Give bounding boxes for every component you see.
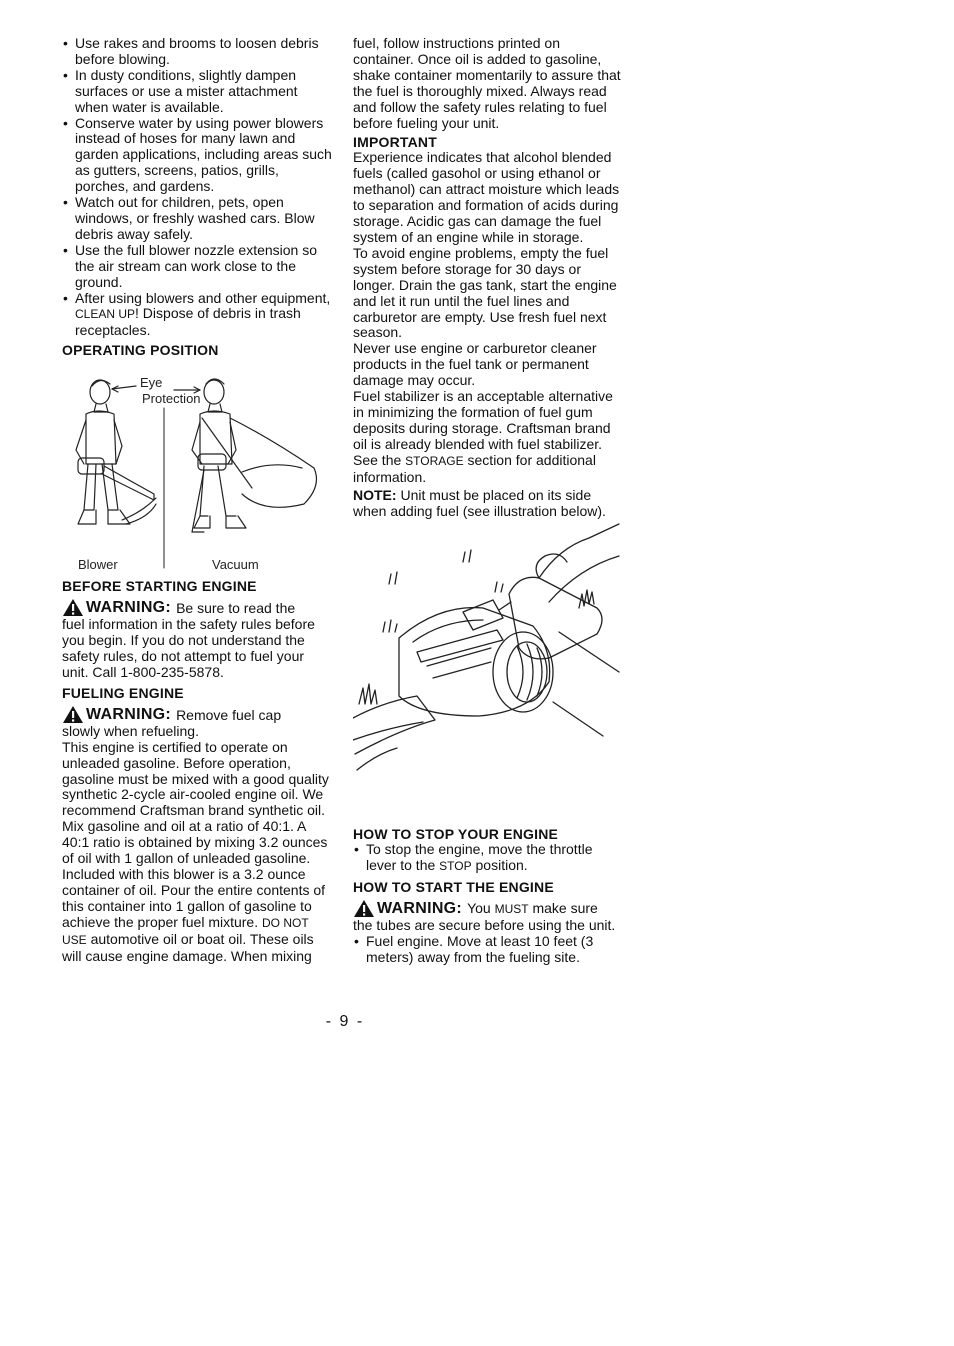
tips-list [62,36,334,339]
warning-text-continued: the tubes are secure before using the unit. [353,917,616,934]
blower-label: Blower [78,557,118,573]
eye-label: Eye [140,375,163,391]
list-item: • In dusty conditions, slightly dampen surfaces or use a mister attachment when water is available. [62,68,334,116]
text-fragment: This engine is certified to operate on unleaded gasoline. Before operation, gasoline must be mixed with a good quality synthetic 2-cycle air-cooled engine oil. We recommend Craftsman brand synthetic oil. Mix gasoline and oil at a ratio of 40:1. A 40:1 ratio is obtained by mixing 3.2 ounces of oil with 1 gallon of unleaded gasoline. Included with this blower is a 3.2 ounce container of oil. Pour the entire contents of this container into 1 gallon of gasoline to achieve the proper fuel mixture. [62,738,329,930]
start-engine-list [353,934,621,966]
small-caps-text: MUST [494,902,529,917]
start-engine-heading: HOW TO START THE ENGINE [353,879,554,896]
warning-text-continued: fuel information in the safety rules before you begin. If you do not understand the safety rules, do not attempt to fuel your unit. Call 1-800-235-5878. [62,616,315,680]
list-item: • Use the full blower nozzle extension so the air stream can work close to the ground. [62,243,334,291]
fueling-drawing [353,522,621,810]
small-caps-text: STOP [439,859,472,874]
list-item: • Conserve water by using power blowers instead of hoses for many lawn and garden applications, including areas such as gutters, screens, patios, grills, porches, and gardens. [62,116,334,196]
page-number: - 9 - [325,1013,365,1030]
warning-text [467,901,598,918]
continuation-paragraph: fuel, follow instructions printed on container. Once oil is added to gasoline, shake container momentarily to assure that the fuel is thoroughly mixed. Always read and follow the safety rules relating to fuel before fueling your unit. [353,35,621,131]
note-paragraph [353,488,621,520]
fueling-illustration [353,522,621,810]
text-fragment: After using blowers and other equipment, [75,289,331,306]
note-label: NOTE: [353,487,397,504]
warning-label: WARNING: [86,705,172,723]
stop-engine-list [353,842,621,875]
warning-triangle-icon [62,705,84,724]
small-caps-text: DO NOT USE [62,915,309,947]
list-item: • Fuel engine. Move at least 10 feet (3 meters) away from the fueling site. [353,934,621,966]
warning-text: Remove fuel cap [176,706,282,723]
left-column [62,36,334,964]
stop-engine-heading: HOW TO STOP YOUR ENGINE [353,826,559,843]
text-fragment: Fuel stabilizer is an acceptable alternative in minimizing the formation of fuel gum deposits during storage. Craftsman brand oil is already blended with fuel stabilizer. See the [353,388,613,468]
list-item: • Use rakes and brooms to loosen debris before blowing. [62,36,334,68]
warning-label: WARNING: [377,900,463,918]
right-column [353,36,621,966]
list-item-cleanup [62,291,334,340]
fueling-engine-heading: FUELING ENGINE [62,684,184,701]
important-heading: IMPORTANT [353,134,437,151]
text-fragment: make sure [528,900,598,917]
operating-position-heading: OPERATING POSITION [62,342,219,359]
protection-label: Protection [142,391,201,407]
text-fragment: section for additional information. [353,451,596,485]
warning-line [62,598,334,617]
small-caps-text: STORAGE [405,453,464,468]
warning-text-continued: slowly when refueling. [62,722,199,739]
small-caps-text: CLEAN UP [75,307,136,322]
warning-triangle-icon [353,899,375,918]
fuel-mixing-paragraph [62,740,334,965]
warning-triangle-icon [62,598,84,617]
list-item: • Watch out for children, pets, open windows, or freshly washed cars. Blow debris away safely. [62,195,334,243]
warning-line [353,899,621,918]
operating-position-illustration [62,362,334,574]
before-starting-heading: BEFORE STARTING ENGINE [62,578,257,595]
list-item [353,842,621,875]
warning-text: Be sure to read the [176,600,296,617]
text-fragment: automotive oil or boat oil. These oils will cause engine damage. When mixing [62,930,314,964]
important-paragraph: To avoid engine problems, empty the fuel system before storage for 30 days or longer. Drain the gas tank, start the engine and let it run until the fuel lines and carburetor are empty. Use fresh fuel next season. [353,244,617,341]
text-fragment: position. [471,857,528,874]
note-text: Unit must be placed on its side when adding fuel (see illustration below). [353,487,606,520]
vacuum-label: Vacuum [212,557,259,573]
text-fragment: To stop the engine, move the throttle lever to the [366,841,593,874]
warning-label: WARNING: [86,599,172,617]
important-paragraph [353,389,621,485]
text-fragment: You [467,900,495,917]
important-paragraph: Experience indicates that alcohol blended fuels (called gasohol or using ethanol or methanol) can attract moisture which leads to separation and formation of acids during storage. Acidic gas can damage the fuel system of an engine while in storage. [353,149,620,245]
text-fragment: ! Dispose of debris in trash receptacles. [75,305,301,339]
important-paragraph: Never use engine or carburetor cleaner products in the fuel tank or permanent damage may occur. [353,340,597,389]
warning-line [62,705,334,724]
